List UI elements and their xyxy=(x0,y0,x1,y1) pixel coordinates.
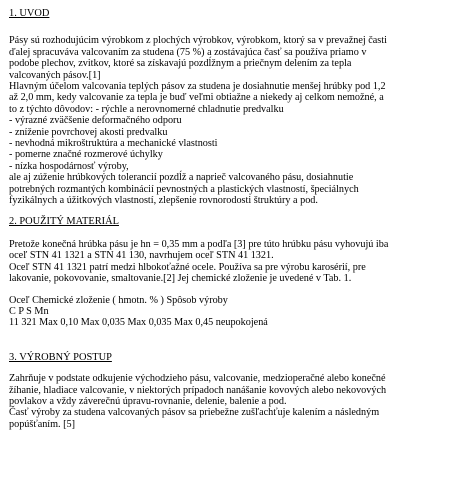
text-line: žíhanie, hladiace valcovanie, v niektorých prípadoch nanášanie kovových alebo nekovových xyxy=(9,384,387,396)
text-line: ale aj zúženie hrúbkových tolerancií pozdĺž a naprieč valcovaného pásu, dosiahnutie xyxy=(9,172,354,184)
text-line: až 2,0 mm, kedy valcovanie za tepla je buď veľmi obtiažne a niekedy aj celkom nemožné, a xyxy=(9,92,384,104)
text-line: fyzikálnych a úžitkových vlastností, zlepšenie rovnorodosti štruktúry a pod. xyxy=(9,195,318,207)
composition-table-text xyxy=(9,295,464,329)
text-line: valcovaných pásov.[1] xyxy=(9,69,101,81)
text-line: lakovanie, pokovovanie, smaltovanie.[2] Jej chemické zloženie je uvedené v Tab. 1. xyxy=(9,273,352,285)
bullet-line: - výrazné zväčšenie deformačného odporu xyxy=(9,115,182,127)
bullet-line: - zníženie povrchovej akosti predvalku xyxy=(9,126,168,138)
text-line: ďalej spracuváva valcovaním za studena (75 %) a zostávajúca časť sa používa priamo v xyxy=(9,46,367,58)
text-line: Časť výroby za studena valcovaných pásov sa priebežne zušľachťuje kalením a následným xyxy=(9,407,380,419)
text-line: popúšťaním. [5] xyxy=(9,418,76,430)
section-1-paragraph-1 xyxy=(9,35,464,81)
text-line: to z týchto dôvodov: - rýchle a nerovnomerné chladnutie predvalku xyxy=(9,103,284,115)
text-line: potrebných rozmantých kombinácií pevnostných a plastických vlastností, špeciálnych xyxy=(9,183,359,195)
table-subheader-line: C P S Mn xyxy=(9,305,49,317)
bullet-line: - nízka hospodárnosť výroby, xyxy=(9,160,129,172)
section-3-paragraph xyxy=(9,373,464,430)
bullet-line: - pomerne značné rozmerové úchylky xyxy=(9,149,163,161)
bullet-line: - nevhodná mikroštruktúra a mechanické vlastnosti xyxy=(9,138,218,150)
table-row: 11 321 Max 0,10 Max 0,035 Max 0,035 Max 0,45 neupokojená xyxy=(9,317,268,329)
text-line: Pretože konečná hrúbka pásu je hn = 0,35 mm a podľa [3] pre túto hrúbku pásu vyhovujú iba xyxy=(9,238,389,250)
section-1-paragraph-2 xyxy=(9,81,464,206)
text-line: podobe plechov, zvitkov, ktoré sa získavajú pozdĺžnym a priečnym delením za tepla xyxy=(9,58,352,70)
document-page xyxy=(9,8,464,430)
section-1-heading: 1. UVOD xyxy=(9,8,50,19)
section-2-paragraph xyxy=(9,239,464,285)
text-line: povlakov a vždy záverečnú úpravu-rovnanie, delenie, balenie a pod. xyxy=(9,395,287,407)
text-line: Pásy sú rozhodujúcim výrobkom z plochých výrobkov, výrobkom, ktorý sa v prevažnej časti xyxy=(9,35,387,47)
section-2-heading: 2. POUŽITÝ MATERIÁL xyxy=(9,215,119,227)
section-3-heading: 3. VÝROBNÝ POSTUP xyxy=(9,351,112,363)
table-header-line: Oceľ Chemické zloženie ( hmotn. % ) Spôsob výroby xyxy=(9,294,228,306)
text-line: Hlavným účelom valcovania teplých pásov za studena je dosiahnutie menšej hrúbky pod 1,2 xyxy=(9,81,386,93)
text-line: Zahrňuje v podstate odkujenie východzieho pásu, valcovanie, medzioperačné alebo konečné xyxy=(9,373,386,385)
text-line: oceľ STN 41 1321 a STN 41 130, navrhujem oceľ STN 41 1321. xyxy=(9,250,274,262)
text-line: Oceľ STN 41 1321 patrí medzi hlbokoťažné ocele. Používa sa pre výrobu karosérií, pre xyxy=(9,261,366,273)
